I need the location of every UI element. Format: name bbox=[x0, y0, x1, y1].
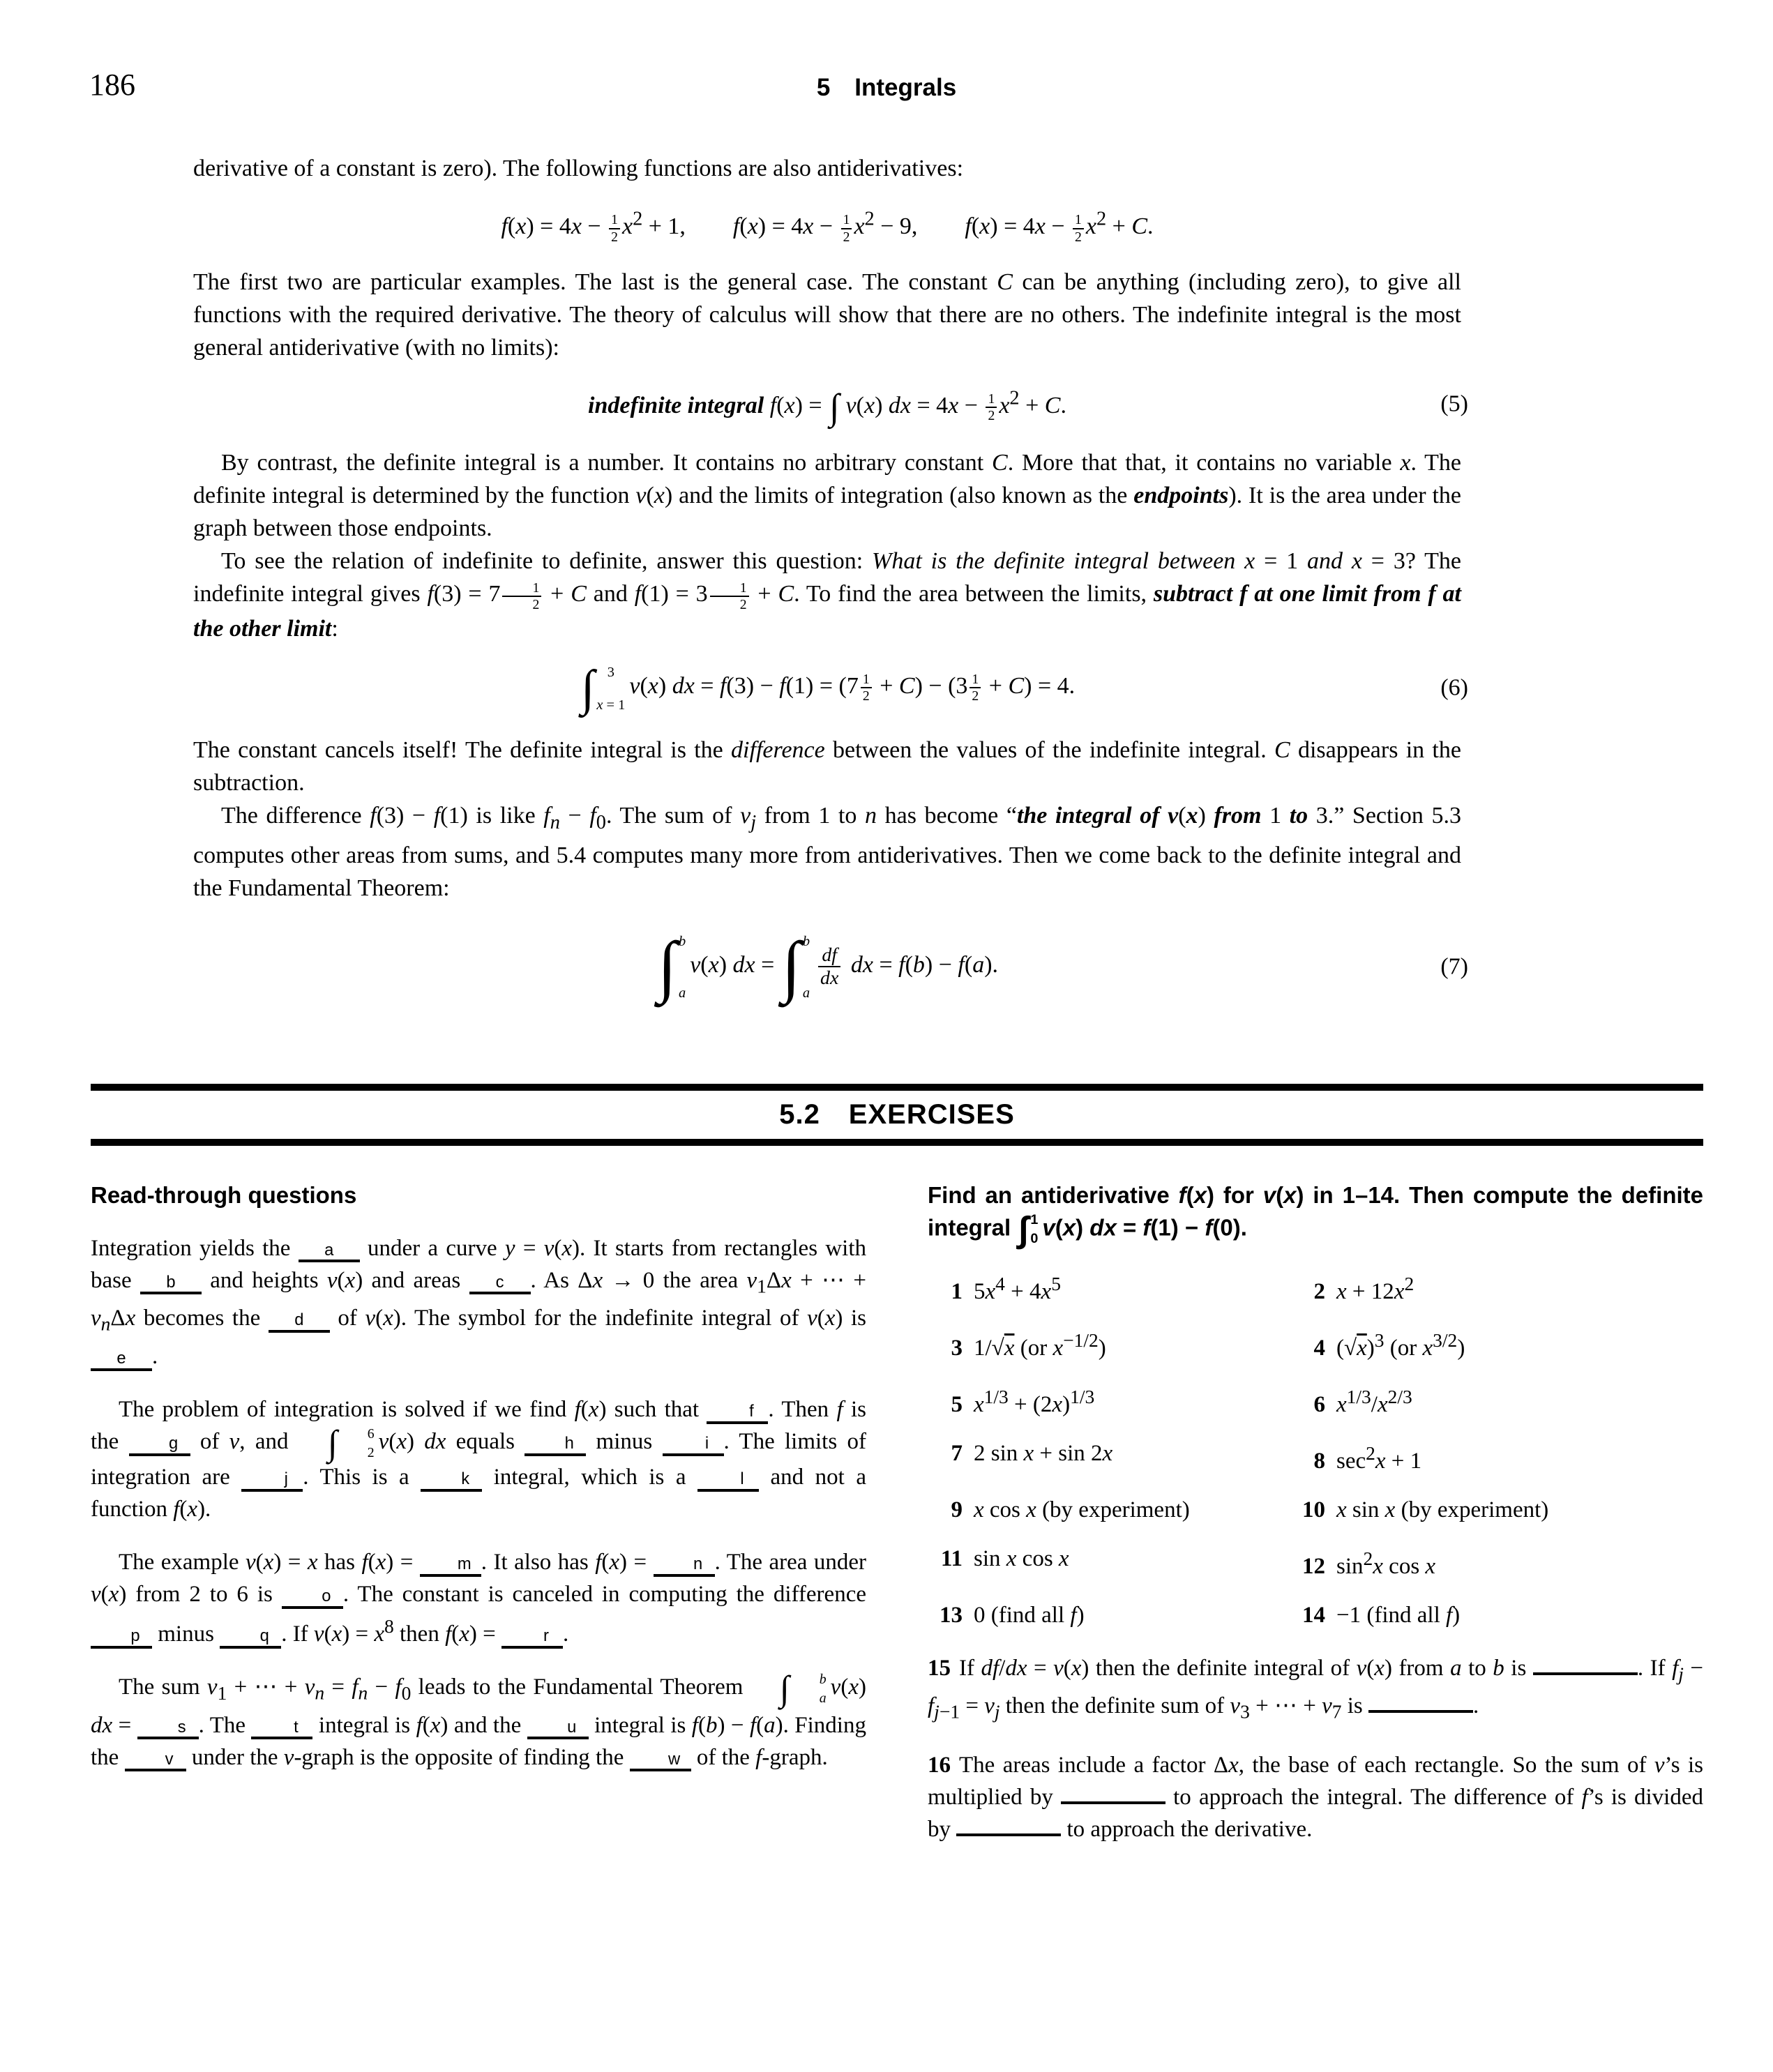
read-through-paragraph: The sum $v_1$ + ⋯ + $v_n = f_n - f_0$ leads to the Fundamental Theorem ∫ b a v(x) dx = s . The t integral is f(x) and the u integral is f(b) − f(a). Finding the v under the v-graph is the opposite of finding the w of the f-graph. bbox=[91, 1671, 866, 1774]
paragraph-by-contrast: By contrast, the definite integral is a number. It contains no arbitrary constant C. More that that, it contains no variable x. The definite integral is determined by the function v(x) and the limits of integration (also known as the endpoints). It is the area under the graph between those endpoints. bbox=[193, 450, 1462, 542]
equation-body: ∫ b a v(x) dx = ∫ b a $\frac{df}{dx}$ dx = f(b) − f(a). bbox=[656, 952, 998, 978]
exercise-body: $\sin^2x$ cos x bbox=[1336, 1547, 1436, 1579]
paragraph-constant-cancels: The constant cancels itself! The definite integral is the difference between the values of the indefinite integral. C disappears in the subtraction. bbox=[193, 737, 1461, 796]
exercise-item bbox=[1290, 1381, 1703, 1421]
exercise-number: 8 bbox=[1313, 1448, 1325, 1474]
equation-number: (6) bbox=[1440, 674, 1468, 701]
exercise-body: $x + 12x^2$ bbox=[1336, 1272, 1414, 1304]
exercise-item bbox=[1290, 1324, 1703, 1364]
exercise-body: sin x cos x bbox=[974, 1545, 1069, 1571]
exercise-number: 12 bbox=[1302, 1553, 1325, 1579]
exercise-item bbox=[1290, 1437, 1703, 1477]
rule-bottom bbox=[91, 1139, 1703, 1146]
exercise-body: ( √ $\overline{x})^3$ (or $x^{3/2}$) bbox=[1336, 1336, 1465, 1361]
exercise-item bbox=[928, 1599, 1290, 1631]
exercise-number: 4 bbox=[1313, 1335, 1325, 1361]
exercise-number: 3 bbox=[951, 1335, 963, 1361]
exercise-item bbox=[1290, 1599, 1703, 1631]
exercise-item bbox=[928, 1381, 1290, 1421]
equation-number: (7) bbox=[1440, 953, 1468, 980]
display-equation-6 bbox=[193, 663, 1468, 713]
paragraph-general-case: The first two are particular examples. The last is the general case. The constant C can be anything (including zero), to give all functions with the required derivative. The theory of calculus will show that there are no others. The indefinite integral is the most general antiderivative (with no limits): bbox=[193, 269, 1461, 361]
exercise-number: 6 bbox=[1313, 1391, 1325, 1417]
exercise-body: x cos x (by experiment) bbox=[974, 1497, 1190, 1522]
equation-body: f(x) = 4x − $\frac{1}{2}$ $x^2 + 1$, f(x) = 4x − $\frac{1}{2}$ $x^2 - 9$, f(x) = 4x − $\frac{1}{2}$ $x^2 + C$. bbox=[501, 209, 1154, 245]
exercise-item bbox=[1290, 1543, 1703, 1582]
exercise-number: 1 bbox=[951, 1278, 963, 1304]
exercises-header bbox=[91, 1084, 1703, 1146]
paragraph-difference: The difference f(3) − f(1) is like $f_n - f_0$. The sum of $v_j$ from 1 to n has become “the integral of v(x) from 1 to 3.” Section 5.3 computes other areas from sums, and 5.4 computes many more from antiderivatives. Then we come back to the definite integral and the Fundamental Theorem: bbox=[193, 803, 1462, 901]
page-number: 186 bbox=[89, 68, 135, 102]
exercise-item bbox=[928, 1324, 1290, 1364]
exercise-body: 1/ √ $\overline{x}$ (or $x^{-1/2}$) bbox=[974, 1336, 1106, 1361]
exercise-body: $x^{1/3}/x^{2/3}$ bbox=[1336, 1385, 1412, 1417]
exercise-item bbox=[928, 1749, 1703, 1845]
exercise-number: 14 bbox=[1302, 1602, 1325, 1628]
display-equation-antiderivatives bbox=[193, 203, 1461, 245]
exercise-item bbox=[1290, 1494, 1703, 1526]
read-through-paragraph: The problem of integration is solved if we find f(x) such that f . Then f is the g of v, and ∫ 6 2 v(x) dx equals h minus i . The limits of integration are j . This is a k integral, which is a l and not a function f(x). bbox=[91, 1393, 866, 1525]
exercise-body: 2 sin x + sin 2x bbox=[974, 1440, 1113, 1466]
problems-instructions: Find an antiderivative f(x) for v(x) in 1–14. Then compute the definite integral ∫ 1 0 v(x) dx = f(1) − f(0). bbox=[928, 1179, 1703, 1247]
exercise-body: If df/dx = v(x) then the definite integral of v(x) from a to b is . If $f_j - f_{j-1} = v_j$ then the definite sum of $v_3$ + ⋯ + $v_7$ is . bbox=[928, 1656, 1703, 1719]
exercise-body: The areas include a factor Δx, the base of each rectangle. So the sum of v’s is multiplied by to approach the integral. The difference of f’s is divided by to approach the derivative. bbox=[928, 1752, 1703, 1842]
exercise-body: $x^{1/3} + (2x)^{1/3}$ bbox=[974, 1385, 1095, 1417]
exercises-columns bbox=[91, 1179, 1703, 1866]
exercise-number: 2 bbox=[1313, 1278, 1325, 1304]
read-through-paragraph: Integration yields the a under a curve y = v(x). It starts from rectangles with base b and heights v(x) and areas c . As Δx → 0 the area $v_1\Delta x$ + ⋯ + $v_n\Delta x$ becomes the d of v(x). The symbol for the indefinite integral of v(x) is e . bbox=[91, 1232, 866, 1372]
exercise-number: 13 bbox=[940, 1602, 963, 1628]
exercise-item bbox=[1290, 1268, 1703, 1308]
exercise-number: 15 bbox=[928, 1655, 951, 1681]
display-equation-5 bbox=[193, 382, 1468, 426]
exercise-number: 10 bbox=[1302, 1497, 1325, 1522]
exercise-number: 11 bbox=[940, 1545, 963, 1571]
read-through-heading: Read-through questions bbox=[91, 1181, 357, 1208]
exercise-number: 16 bbox=[928, 1752, 951, 1778]
exercise-item bbox=[928, 1543, 1290, 1582]
exercise-item bbox=[928, 1652, 1703, 1728]
exercise-number: 7 bbox=[951, 1440, 963, 1466]
exercise-body: −1 (find all f) bbox=[1336, 1602, 1461, 1628]
read-through-paragraph: The example v(x) = x has f(x) = m . It also has f(x) = n . The area under v(x) from 2 to 6 is o . The constant is canceled in computing the difference p minus q . If $v(x) = x^8$ then f(x) = r . bbox=[91, 1546, 866, 1650]
paragraph-continuation: derivative of a constant is zero). The following functions are also antiderivatives: bbox=[193, 156, 964, 181]
exercise-item bbox=[928, 1437, 1290, 1477]
exercise-body: $\sec^2x + 1$ bbox=[1336, 1442, 1422, 1474]
exercise-body: x sin x (by experiment) bbox=[1336, 1497, 1549, 1522]
display-equation-7 bbox=[193, 932, 1468, 1001]
equation-number: (5) bbox=[1440, 391, 1468, 417]
problems-list bbox=[928, 1268, 1703, 1631]
main-text-column bbox=[193, 152, 1468, 1001]
exercise-body: $5x^4 + 4x^5$ bbox=[974, 1272, 1061, 1304]
right-column bbox=[928, 1179, 1703, 1866]
exercise-item bbox=[928, 1268, 1290, 1308]
equation-body: ∫ 3 x = 1 v(x) dx = f(3) − f(1) = (7 $\frac{1}{2}$ + C) − (3 $\frac{1}{2}$ + C) = 4. bbox=[580, 673, 1075, 699]
exercise-body: 0 (find all f) bbox=[974, 1602, 1085, 1628]
section-title: 5.2 EXERCISES bbox=[779, 1098, 1015, 1130]
rule-top bbox=[91, 1084, 1703, 1091]
equation-body: indefinite integral f(x) = ∫v(x) dx = 4x − $\frac{1}{2}$ $x^2 + C$. bbox=[588, 393, 1066, 418]
exercise-number: 9 bbox=[951, 1497, 963, 1522]
paragraph-relation: To see the relation of indefinite to definite, answer this question: What is the definite integral between x = 1 and x = 3? The indefinite integral gives f(3) = 7 $\frac{1}{2}$ + C and f(1) = 3 $\frac{1}{2}$ + C. To find the area between the limits, subtract f at one limit from f at the other limit: bbox=[193, 548, 1462, 642]
chapter-header: 5 Integrals bbox=[816, 74, 957, 101]
left-column bbox=[91, 1179, 866, 1866]
exercise-item bbox=[928, 1494, 1290, 1526]
exercise-number: 5 bbox=[951, 1391, 963, 1417]
